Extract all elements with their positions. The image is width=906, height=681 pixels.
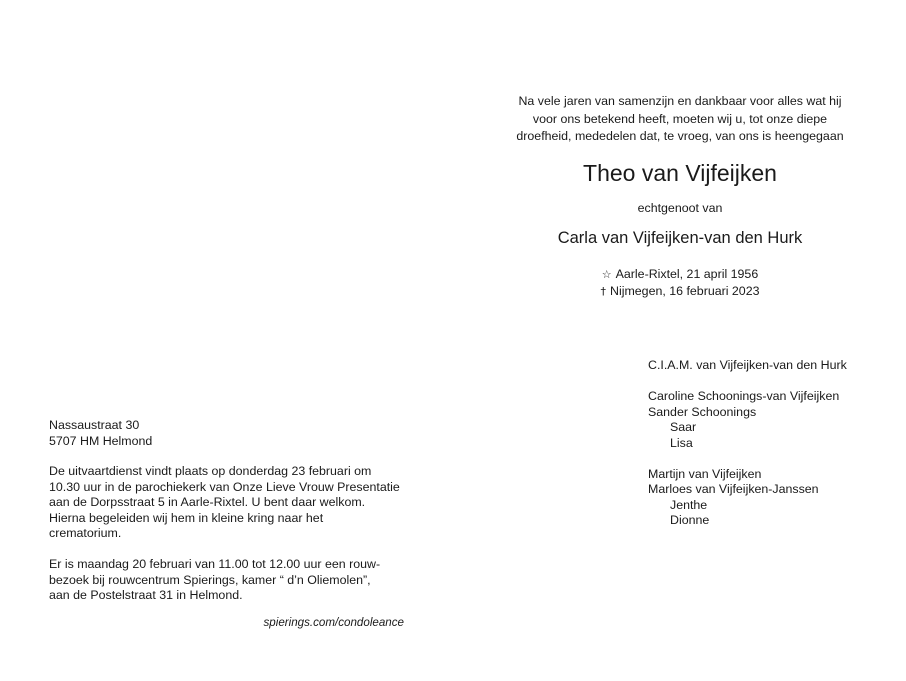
service-line: Hierna begeleiden wij hem in kleine kring naar het: [49, 510, 324, 525]
intro-line: voor ons betekend heeft, moeten wij u, tot onze diepe: [532, 111, 828, 126]
grandchild: Dionne: [670, 513, 710, 527]
grandchild: Saar: [670, 420, 697, 434]
condolence-website: spierings.com/condoleance: [263, 616, 404, 629]
cross-icon: †: [600, 285, 607, 298]
family-member: Marloes van Vijfeijken-Janssen: [648, 482, 819, 496]
visit-line: bezoek bij rouwcentrum Spierings, kamer “ d’n Oliemolen”,: [49, 572, 371, 587]
death-line: [480, 283, 880, 300]
intro-text: [480, 93, 880, 146]
deceased-name: Theo van Vijfeijken: [583, 160, 777, 186]
service-info: [49, 464, 419, 604]
life-dates: [480, 266, 880, 300]
star-icon: ☆: [601, 268, 612, 281]
grandchild: Lisa: [670, 435, 693, 450]
family-list: [648, 358, 898, 529]
intro-line: Na vele jaren van samenzijn en dankbaar voor alles wat hij: [518, 94, 842, 108]
family-member: Caroline Schoonings-van Vijfeijken: [648, 389, 840, 403]
intro-line: droefheid, mededelen dat, te vroeg, van ons is heengegaan: [516, 129, 844, 143]
birth-text: Aarle-Rixtel, 21 april 1956: [615, 267, 759, 281]
visit-line: Er is maandag 20 februari van 11.00 tot 12.00 uur een rouw-: [49, 557, 381, 571]
family-member: Martijn van Vijfeijken: [648, 466, 762, 481]
death-text: Nijmegen, 16 februari 2023: [610, 284, 760, 298]
spouse-name: Carla van Vijfeijken-van den Hurk: [557, 229, 803, 247]
service-line: aan de Dorpsstraat 5 in Aarle-Rixtel. U bent daar welkom.: [49, 495, 366, 509]
spouse-label: echtgenoot van: [637, 201, 723, 215]
family-member: C.I.A.M. van Vijfeijken-van den Hurk: [648, 358, 847, 372]
grandchild: Jenthe: [670, 497, 708, 512]
service-line: 10.30 uur in de parochiekerk van Onze Lieve Vrouw Presentatie: [49, 479, 400, 494]
birth-line: [480, 266, 880, 283]
address-block: [49, 418, 419, 449]
service-line: De uitvaartdienst vindt plaats op donderdag 23 februari om: [49, 464, 372, 478]
visit-line: aan de Postelstraat 31 in Helmond.: [49, 588, 243, 602]
address-city: 5707 HM Helmond: [49, 433, 153, 448]
family-member: Sander Schoonings: [648, 404, 757, 419]
service-line: crematorium.: [49, 526, 122, 540]
address-street: Nassaustraat 30: [49, 418, 140, 432]
